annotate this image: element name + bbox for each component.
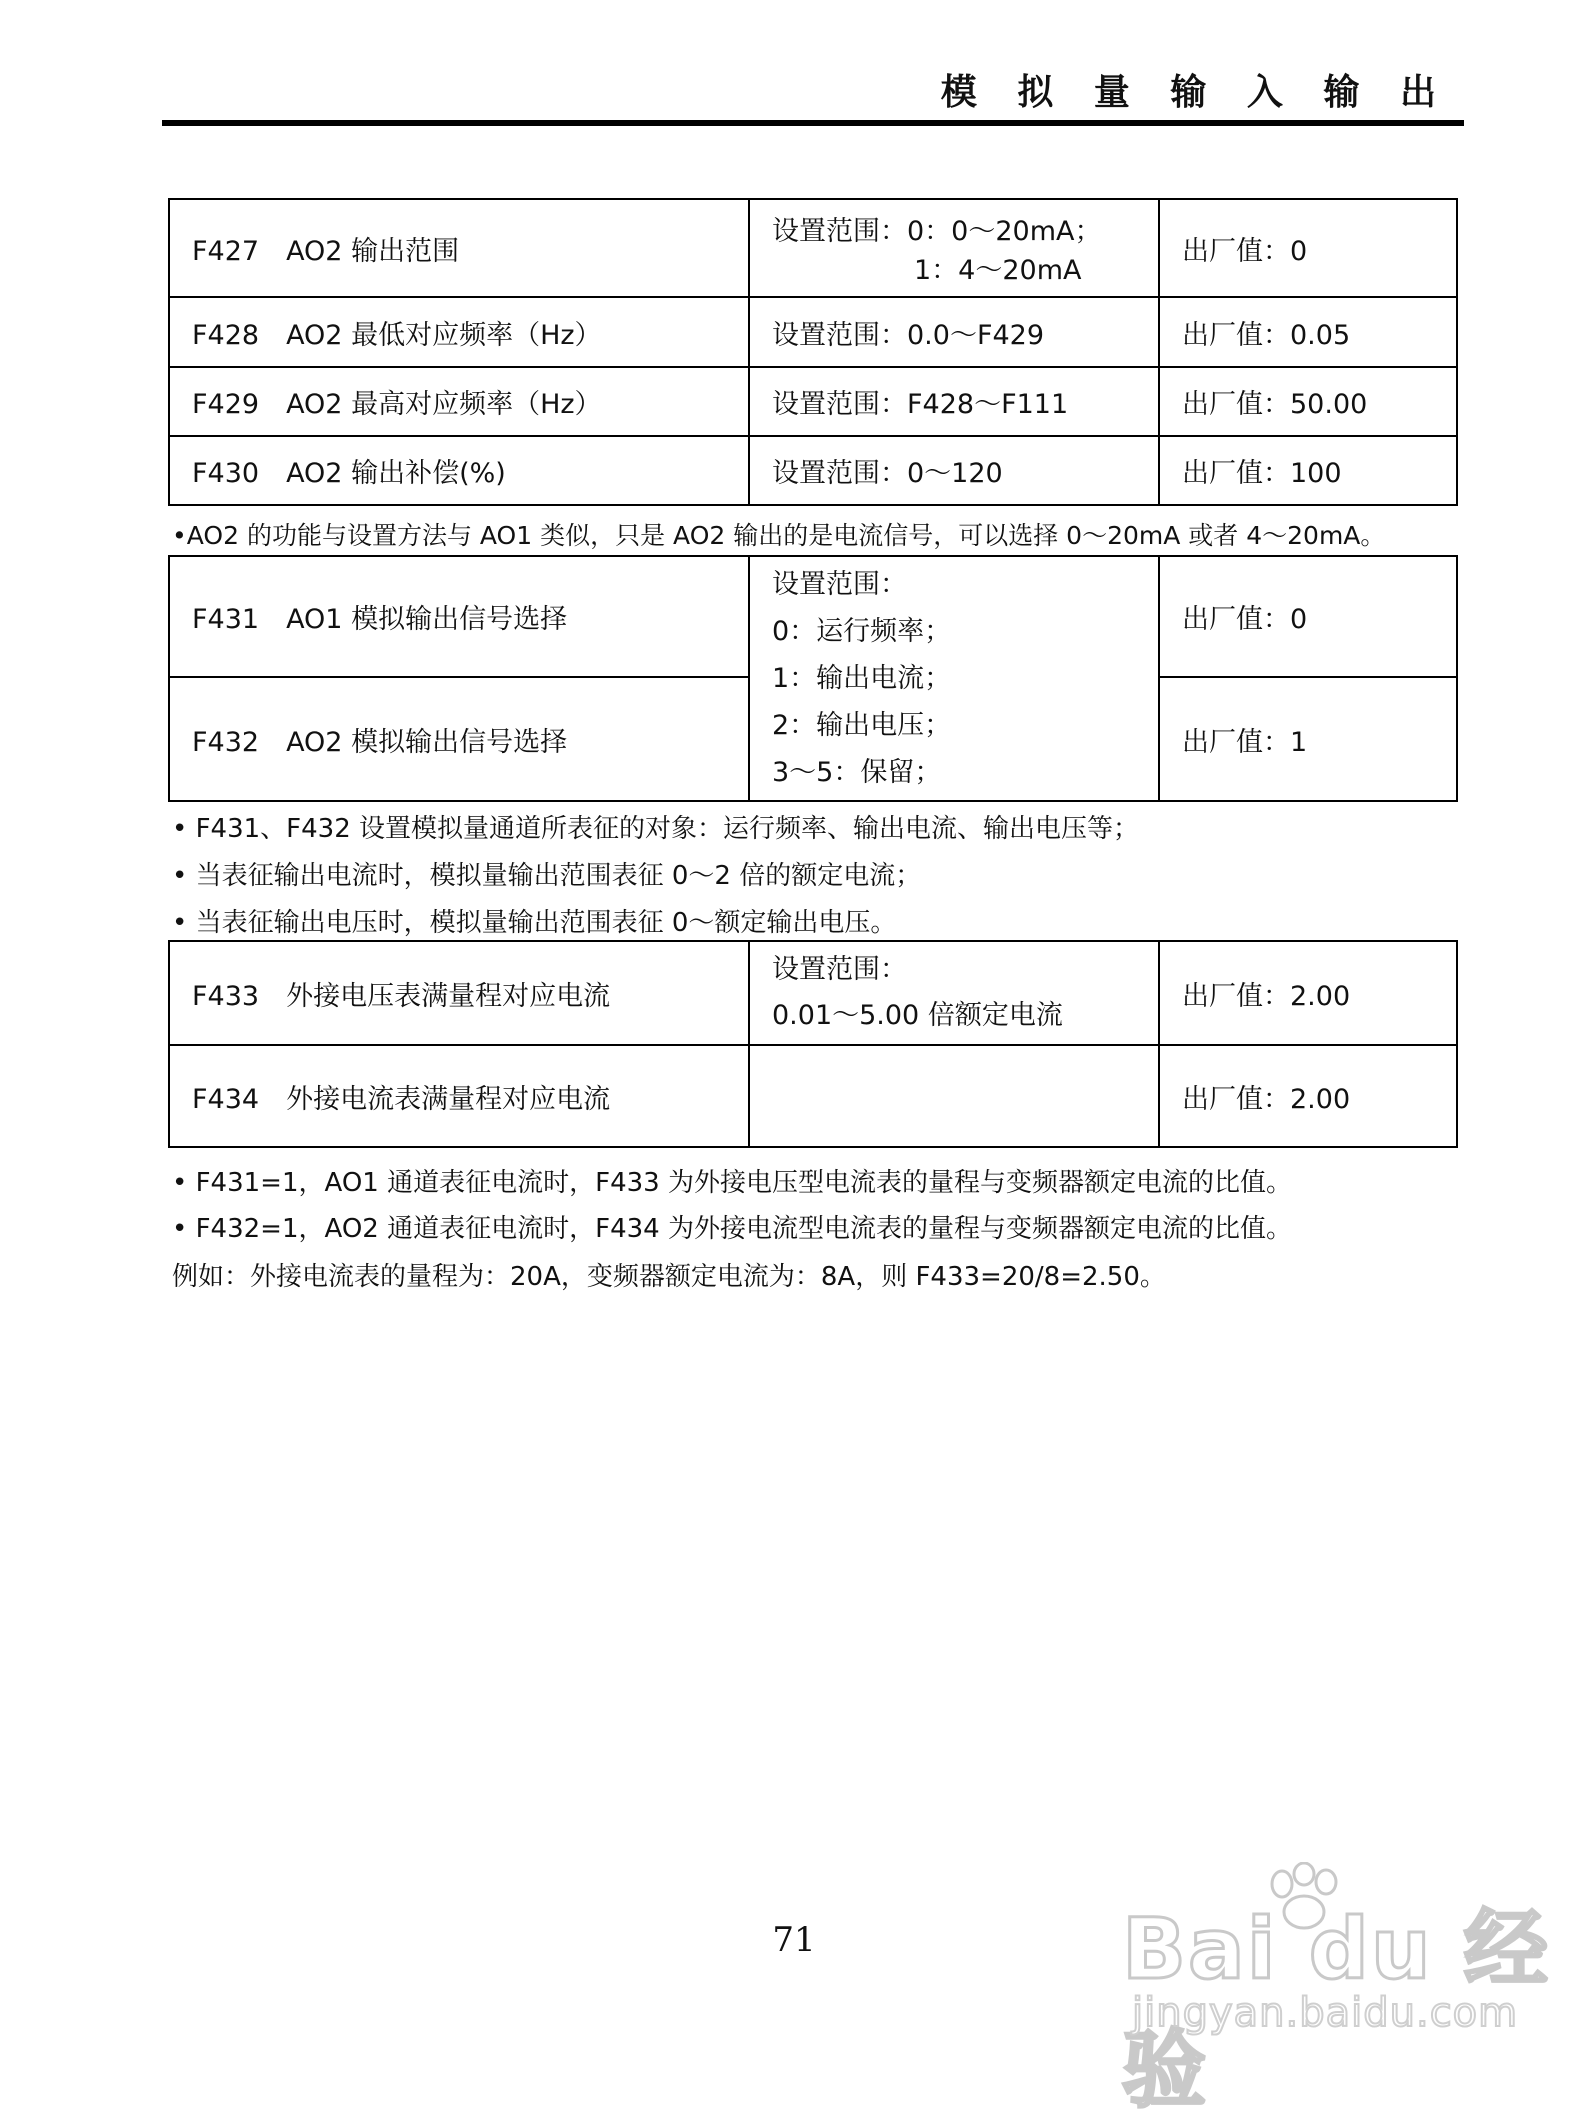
param-range: 设置范围：0.0～F429: [749, 297, 1159, 367]
table-row: [169, 941, 1457, 1045]
range-line: 设置范围：0：0～20mA；: [772, 216, 1102, 247]
table-row: [169, 199, 1457, 297]
note-current: • 当表征输出电流时，模拟量输出范围表征 0～2 倍的额定电流；: [172, 861, 922, 891]
note-ao2: •AO2 的功能与设置方法与 AO1 类似，只是 AO2 输出的是电流信号，可以选择 0～20mA 或者 4～20mA。: [172, 521, 1386, 550]
range-line: 1：输出电流；: [772, 663, 952, 694]
param-name: F430 AO2 输出补偿(%): [169, 436, 749, 505]
page-number: 71: [772, 1920, 816, 1960]
param-range: 设置范围：F428～F111: [749, 367, 1159, 436]
note-f431-f432: • F431、F432 设置模拟量通道所表征的对象：运行频率、输出电流、输出电压等；: [172, 814, 1140, 844]
param-default: 出厂值：1: [1159, 677, 1457, 801]
param-name: F433 外接电压表满量程对应电流: [169, 941, 749, 1045]
note-f434: • F432=1，AO2 通道表征电流时，F434 为外接电流型电流表的量程与变频器额定电流的比值。: [172, 1214, 1292, 1244]
param-default: 出厂值：100: [1159, 436, 1457, 505]
range-line: 1：4～20mA: [914, 255, 1082, 286]
param-range: [749, 199, 1159, 297]
param-table-f433-f434: [168, 940, 1458, 1148]
param-default: 出厂值：0.05: [1159, 297, 1457, 367]
param-range: 设置范围：0～120: [749, 436, 1159, 505]
param-name: F431 AO1 模拟输出信号选择: [169, 556, 749, 677]
table-row: [169, 556, 1457, 677]
table-row: [169, 367, 1457, 436]
watermark-logo-text: Bai du 经验: [1122, 1900, 1550, 2119]
baidu-jingyan-watermark: [1112, 1862, 1552, 2119]
param-name: F427 AO2 输出范围: [169, 199, 749, 297]
range-line: 0.01～5.00 倍额定电流: [772, 1000, 1063, 1031]
param-name: F434 外接电流表满量程对应电流: [169, 1045, 749, 1147]
param-range: [749, 941, 1159, 1045]
note-voltage: • 当表征输出电压时，模拟量输出范围表征 0～额定输出电压。: [172, 908, 897, 938]
param-default: 出厂值：2.00: [1159, 941, 1457, 1045]
param-range: [749, 556, 1159, 801]
range-line: 0：运行频率；: [772, 616, 952, 647]
range-line: 设置范围：: [772, 569, 907, 600]
note-example: 例如：外接电流表的量程为：20A，变频器额定电流为：8A，则 F433=20/8=2.50。: [172, 1262, 1166, 1292]
note-f433: • F431=1，AO1 通道表征电流时，F433 为外接电压型电流表的量程与变频器额定电流的比值。: [172, 1168, 1292, 1198]
table-row: [169, 297, 1457, 367]
range-line: 2：输出电压；: [772, 710, 952, 741]
param-default: 出厂值：50.00: [1159, 367, 1457, 436]
param-default: 出厂值：0: [1159, 556, 1457, 677]
table-row: [169, 436, 1457, 505]
watermark-url: jingyan.baidu.com: [1132, 1990, 1519, 2036]
header-rule: [162, 120, 1464, 126]
param-name: F432 AO2 模拟输出信号选择: [169, 677, 749, 801]
table-row: [169, 1045, 1457, 1147]
param-default: 出厂值：0: [1159, 199, 1457, 297]
param-range: [749, 1045, 1159, 1147]
param-table-f431-f432: [168, 555, 1458, 802]
range-line: 3～5：保留；: [772, 757, 942, 788]
param-table-f427-f430: [168, 198, 1458, 506]
range-line: 设置范围：: [772, 954, 907, 985]
param-name: F428 AO2 最低对应频率（Hz）: [169, 297, 749, 367]
param-default: 出厂值：2.00: [1159, 1045, 1457, 1147]
param-name: F429 AO2 最高对应频率（Hz）: [169, 367, 749, 436]
page-header-title: 模 拟 量 输 入 输 出: [940, 72, 1450, 113]
